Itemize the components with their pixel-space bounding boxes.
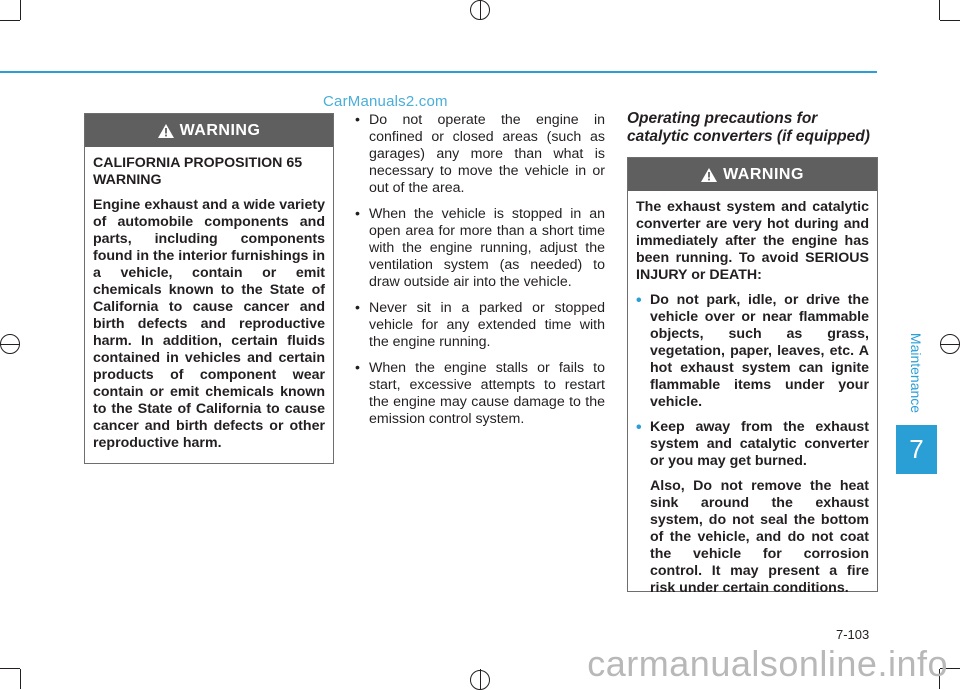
crop-mark [940,20,960,21]
catalytic-warning-box [627,157,878,596]
list-item: • When the engine stalls or fails to start, excessive attempts to restart the engine may cause damage to the emission control system. [355,360,605,428]
warning-header-label: WARNING [723,165,804,183]
warning-continuation: Also, Do not remove the heat sink around the exhaust system, do not seal the bottom of the vehicle, and do not coat the vehicle for corrosion control. It may present a fire risk under certain conditions. [650,478,869,596]
warning-header-label: WARNING [179,121,261,139]
section-heading: Operating precautions for catalytic converters (if equipped) [627,110,870,145]
list-item: • Keep away from the exhaust system and catalytic converter or you may get burned. [636,419,869,470]
warning-bullets [636,292,869,470]
chapter-number-tab: 7 [896,425,937,474]
warning-title: CALIFORNIA PROPOSITION 65 WARNING [93,155,303,188]
crop-mark [20,0,21,20]
crop-mark [20,669,21,689]
warning-paragraph: Engine exhaust and a wide variety of automobile components and parts, including components found in the interior furnishings in a vehicle, contain or emit chemicals known to the State of California to cause cancer and birth defects and reproductive harm. In addition, certain fluids contained in vehicles and certain products of component wear contain or emit chemicals known to the State of California to cause cancer and birth defects or other reproductive harm. [93,197,325,451]
list-item: • Never sit in a parked or stopped vehicle for any extended time with the engine running. [355,300,605,351]
list-item: • Do not operate the engine in confined or closed areas (such as garages) any more than what is necessary to move the vehicle in or out of the area. [355,112,605,197]
watermark-bottom[interactable]: carmanualsonline.info [587,643,948,684]
chapter-tab-label [896,320,936,425]
prop65-warning-box [84,113,334,464]
list-item: • Do not park, idle, or drive the vehicle over or near flammable objects, such as grass, vegetation, paper, leaves, etc. A hot exhaust system can ignite flammable items under your vehicle. [636,292,869,411]
warning-header [85,114,333,147]
registration-mark [470,670,490,690]
warning-triangle-icon [701,168,717,182]
warning-body [85,147,333,462]
page-number: 7-103 [836,627,870,642]
warning-body [628,191,877,607]
chapter-name: Maintenance [908,332,925,413]
crop-mark [0,20,20,21]
header-rule [0,71,877,73]
registration-mark [940,334,960,354]
exhaust-precautions-list [355,112,605,437]
warning-triangle-icon [158,124,174,138]
registration-mark [470,0,490,20]
crop-mark [939,0,940,20]
list-item: • When the vehicle is stopped in an open area for more than a short time with the engine running, adjust the ventilation system (as needed) to draw outside air into the vehicle. [355,206,605,291]
crop-mark [0,668,20,669]
watermark-top[interactable]: CarManuals2.com [323,93,448,110]
warning-header [628,158,877,191]
warning-intro: The exhaust system and catalytic converter are very hot during and immediately after the engine has been running. To avoid SERIOUS INJURY or DEATH: [636,199,869,283]
registration-mark [0,334,20,354]
